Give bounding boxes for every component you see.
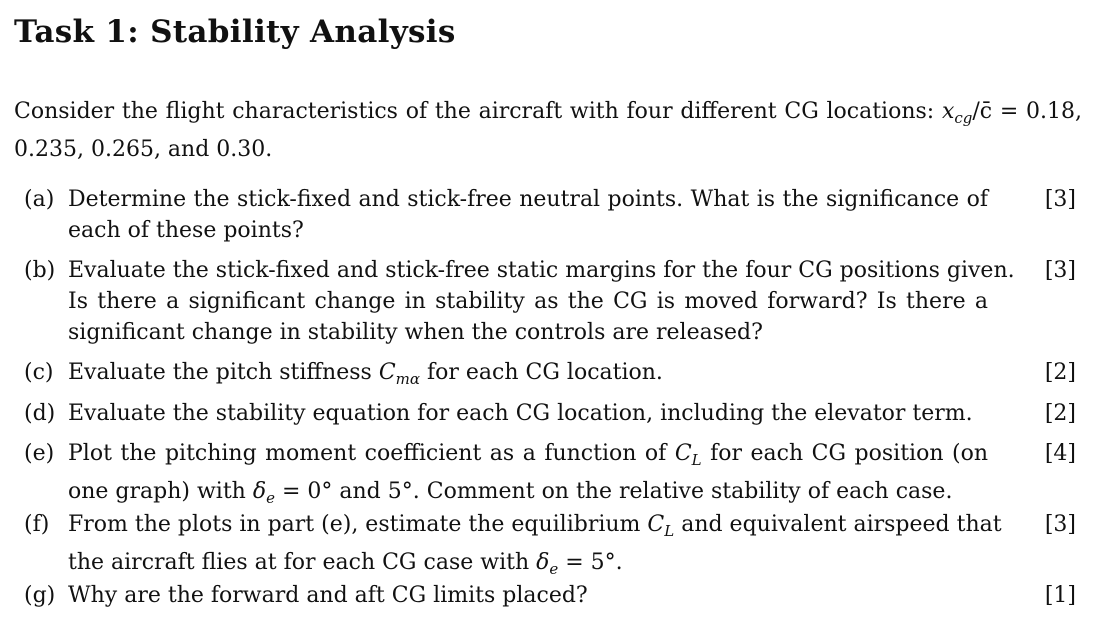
- question-marks: [2]: [1044, 401, 1076, 426]
- lift-coefficient-math: $C_L$: [647, 512, 675, 540]
- intro-line-2: 0.235, 0.265, and 0.30.: [14, 137, 273, 162]
- question-text: From the plots in part (e), estimate the equilibrium $C_L$ and equivalent airspeed that the aircraft flies at for each CG case with $\delta_e = 5^\circ$.: [68, 512, 1002, 578]
- question-a: [24, 184, 1080, 246]
- question-label: (d): [24, 401, 56, 426]
- question-text: Evaluate the pitch stiffness $C_{m\alpha}$ for each CG location.: [68, 360, 663, 388]
- intro-text: Consider the flight characteristics of the aircraft with four different CG locations:: [14, 99, 942, 124]
- lift-coefficient-math: $C_L$: [674, 441, 702, 469]
- question-e: [24, 438, 1080, 507]
- question-f: [24, 509, 1080, 578]
- question-label: (c): [24, 360, 54, 385]
- pitch-stiffness-math: $C_{m\alpha}$: [378, 360, 421, 388]
- question-label: (e): [24, 441, 55, 466]
- question-marks: [3]: [1044, 512, 1076, 537]
- question-text: Evaluate the stability equation for each CG location, including the elevator term.: [68, 401, 973, 426]
- elevator-deflection-math: $\delta_e$: [252, 479, 275, 507]
- question-text: Plot the pitching moment coefficient as a function of $C_L$ for each CG position (on one graph) with $\delta_e = 0^\circ$ and 5°. Comment on the relative stability of each case.: [68, 441, 988, 507]
- question-b: [24, 255, 1080, 348]
- question-g: [24, 580, 1080, 611]
- question-marks: [1]: [1044, 583, 1076, 608]
- question-label: (f): [24, 512, 50, 537]
- question-label: (b): [24, 258, 56, 283]
- question-marks: [3]: [1044, 187, 1076, 212]
- question-text: Determine the stick-fixed and stick-free neutral points. What is the significance of each of these points?: [68, 187, 988, 243]
- cg-ratio-math: $x_{cg}/c̄ = 0.18$,: [941, 99, 1082, 127]
- question-label: (a): [24, 187, 55, 212]
- question-label: (g): [24, 583, 56, 608]
- question-text: Why are the forward and aft CG limits placed?: [68, 583, 588, 608]
- page-title: Task 1: Stability Analysis: [14, 14, 456, 50]
- elevator-deflection-math: $\delta_e$: [536, 550, 559, 578]
- question-c: [24, 357, 1080, 388]
- question-marks: [2]: [1044, 360, 1076, 385]
- question-marks: [4]: [1044, 441, 1076, 466]
- question-text: Evaluate the stick-fixed and stick-free static margins for the four CG positions given. Is there a significant change in stability as the CG is moved forward? Is there a significant change in stability when the controls are released?: [68, 258, 1015, 345]
- intro-paragraph: [14, 96, 1082, 165]
- question-d: [24, 398, 1080, 429]
- intro-line-1: [14, 96, 1082, 134]
- question-marks: [3]: [1044, 258, 1076, 283]
